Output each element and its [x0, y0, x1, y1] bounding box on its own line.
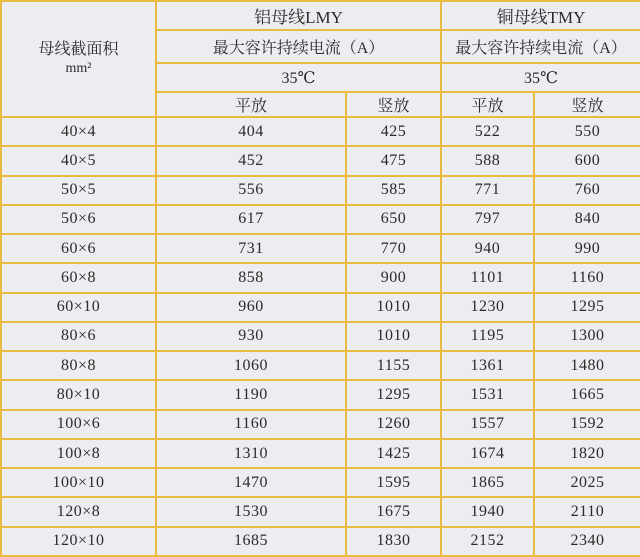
current-value-cell: 1595 — [346, 468, 441, 497]
copper-temperature-header — [441, 63, 640, 92]
current-value-cell: 452 — [156, 146, 346, 175]
aluminum-vertical-label: 竖放 — [377, 98, 410, 115]
busbar-size-cell: 80×10 — [1, 380, 156, 409]
table-row — [1, 234, 640, 263]
corner-title: 母线截面积 — [38, 41, 119, 59]
current-value-cell: 1310 — [156, 439, 346, 468]
busbar-size-cell: 80×8 — [1, 351, 156, 380]
table-row — [1, 176, 640, 205]
aluminum-vertical-header — [346, 92, 441, 117]
current-value-cell: 1830 — [346, 527, 441, 556]
current-value-cell: 2025 — [534, 468, 640, 497]
current-value-cell: 2110 — [534, 497, 640, 526]
busbar-size-cell: 40×5 — [1, 146, 156, 175]
current-value-cell: 1820 — [534, 439, 640, 468]
current-value-cell: 1361 — [441, 351, 534, 380]
aluminum-max-current-label: 最大容许持续电流（A） — [212, 40, 385, 57]
current-value-cell: 1190 — [156, 380, 346, 409]
copper-group-label: 铜母线TMY — [496, 8, 586, 27]
current-value-cell: 556 — [156, 176, 346, 205]
copper-flat-label: 平放 — [471, 98, 504, 115]
busbar-size-cell: 100×8 — [1, 439, 156, 468]
table-body — [1, 117, 640, 556]
current-value-cell: 1865 — [441, 468, 534, 497]
current-value-cell: 1010 — [346, 293, 441, 322]
aluminum-flat-header — [156, 92, 346, 117]
table-row — [1, 351, 640, 380]
copper-temperature-label: 35℃ — [524, 69, 558, 87]
copper-group-header — [441, 1, 640, 30]
busbar-size-cell: 100×10 — [1, 468, 156, 497]
copper-max-current-header — [441, 30, 640, 63]
table-row — [1, 410, 640, 439]
current-value-cell: 475 — [346, 146, 441, 175]
table-row — [1, 117, 640, 146]
current-value-cell: 731 — [156, 234, 346, 263]
table-row — [1, 439, 640, 468]
current-value-cell: 1260 — [346, 410, 441, 439]
current-value-cell: 1685 — [156, 527, 346, 556]
busbar-size-cell: 120×10 — [1, 527, 156, 556]
current-value-cell: 588 — [441, 146, 534, 175]
current-value-cell: 1665 — [534, 380, 640, 409]
current-value-cell: 760 — [534, 176, 640, 205]
copper-max-current-label: 最大容许持续电流（A） — [455, 40, 627, 57]
current-value-cell: 2340 — [534, 527, 640, 556]
current-value-cell: 1230 — [441, 293, 534, 322]
aluminum-group-label: 铝母线LMY — [254, 8, 343, 27]
current-value-cell: 550 — [534, 117, 640, 146]
table-row — [1, 468, 640, 497]
busbar-size-cell: 120×8 — [1, 497, 156, 526]
aluminum-temperature-label: 35℃ — [281, 69, 316, 87]
current-value-cell: 1425 — [346, 439, 441, 468]
current-value-cell: 1295 — [534, 293, 640, 322]
table-row — [1, 293, 640, 322]
table-row — [1, 322, 640, 351]
busbar-size-cell: 50×5 — [1, 176, 156, 205]
current-value-cell: 1295 — [346, 380, 441, 409]
busbar-size-cell: 50×6 — [1, 205, 156, 234]
busbar-size-cell: 100×6 — [1, 410, 156, 439]
table-row — [1, 205, 640, 234]
copper-flat-header — [441, 92, 534, 117]
aluminum-flat-label: 平放 — [234, 98, 267, 115]
aluminum-group-header — [156, 1, 441, 30]
busbar-size-cell: 60×8 — [1, 263, 156, 292]
current-value-cell: 1060 — [156, 351, 346, 380]
busbar-size-cell: 60×6 — [1, 234, 156, 263]
current-value-cell: 1160 — [156, 410, 346, 439]
current-value-cell: 900 — [346, 263, 441, 292]
current-value-cell: 1160 — [534, 263, 640, 292]
table-row — [1, 146, 640, 175]
current-value-cell: 617 — [156, 205, 346, 234]
current-value-cell: 1480 — [534, 351, 640, 380]
current-value-cell: 1530 — [156, 497, 346, 526]
copper-vertical-label: 竖放 — [571, 98, 604, 115]
current-value-cell: 1674 — [441, 439, 534, 468]
current-value-cell: 522 — [441, 117, 534, 146]
current-value-cell: 840 — [534, 205, 640, 234]
current-value-cell: 1470 — [156, 468, 346, 497]
current-value-cell: 1101 — [441, 263, 534, 292]
aluminum-temperature-header — [156, 63, 441, 92]
current-value-cell: 1155 — [346, 351, 441, 380]
current-value-cell: 404 — [156, 117, 346, 146]
current-value-cell: 2152 — [441, 527, 534, 556]
current-value-cell: 858 — [156, 263, 346, 292]
current-value-cell: 600 — [534, 146, 640, 175]
current-value-cell: 1940 — [441, 497, 534, 526]
corner-header — [1, 1, 156, 117]
current-value-cell: 1531 — [441, 380, 534, 409]
current-value-cell: 1592 — [534, 410, 640, 439]
table-row — [1, 527, 640, 556]
header-row-groups — [1, 1, 640, 30]
current-value-cell: 940 — [441, 234, 534, 263]
busbar-size-cell: 60×10 — [1, 293, 156, 322]
copper-vertical-header — [534, 92, 640, 117]
current-value-cell: 770 — [346, 234, 441, 263]
current-value-cell: 1300 — [534, 322, 640, 351]
current-value-cell: 585 — [346, 176, 441, 205]
busbar-size-cell: 40×4 — [1, 117, 156, 146]
current-value-cell: 930 — [156, 322, 346, 351]
table-row — [1, 497, 640, 526]
current-value-cell: 771 — [441, 176, 534, 205]
current-value-cell: 960 — [156, 293, 346, 322]
table-row — [1, 380, 640, 409]
table-row — [1, 263, 640, 292]
current-value-cell: 1557 — [441, 410, 534, 439]
current-value-cell: 990 — [534, 234, 640, 263]
current-value-cell: 797 — [441, 205, 534, 234]
current-value-cell: 1675 — [346, 497, 441, 526]
current-value-cell: 650 — [346, 205, 441, 234]
current-value-cell: 425 — [346, 117, 441, 146]
corner-unit: mm² — [65, 61, 92, 76]
current-value-cell: 1010 — [346, 322, 441, 351]
current-value-cell: 1195 — [441, 322, 534, 351]
busbar-size-cell: 80×6 — [1, 322, 156, 351]
aluminum-max-current-header — [156, 30, 441, 63]
